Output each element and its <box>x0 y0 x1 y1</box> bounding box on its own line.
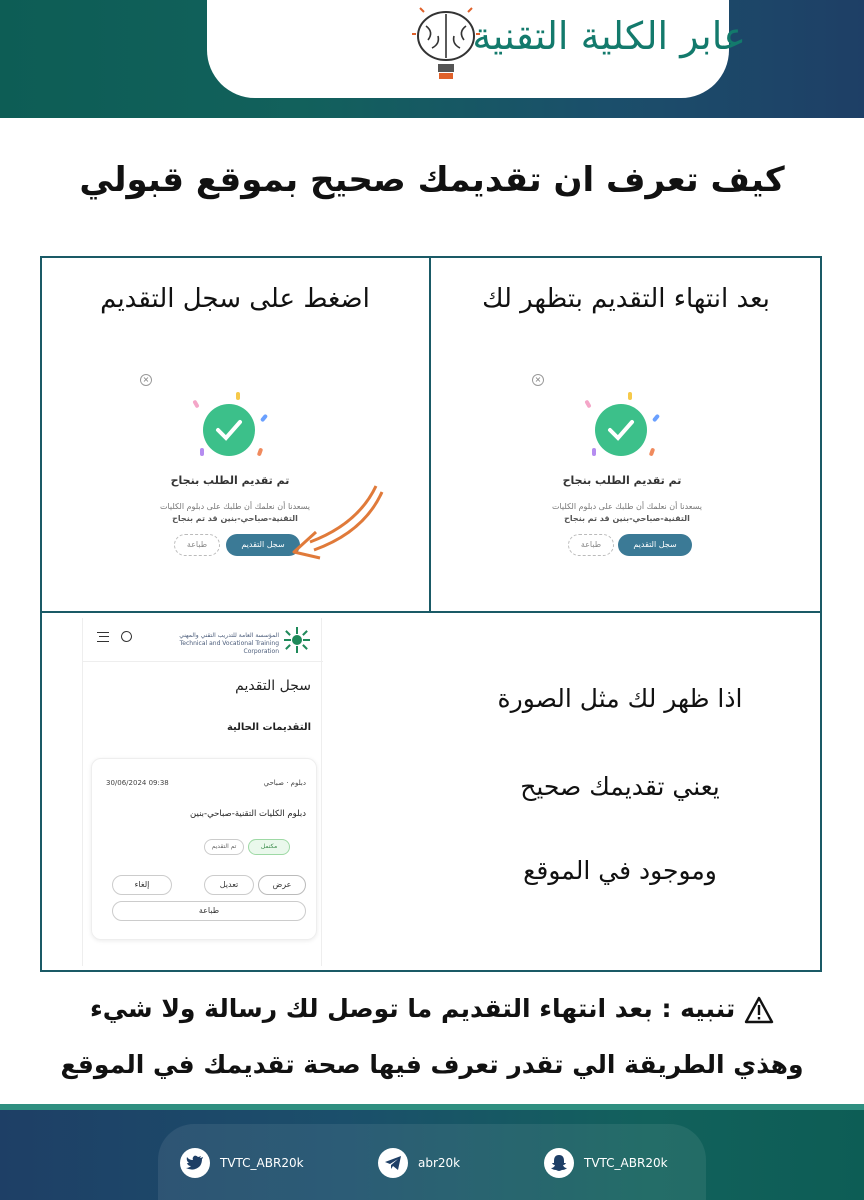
snapchat-icon <box>544 1148 574 1178</box>
success-message: تم تقديم الطلب بنجاح <box>170 474 290 487</box>
page-title: كيف تعرف ان تقديمك صحيح بموقع قبولي <box>79 160 785 200</box>
menu-icon[interactable] <box>97 632 109 642</box>
success-detail-2: التقنية-صباحي-بنين قد تم بنجاح <box>172 514 298 523</box>
tvtc-logo-icon <box>283 626 311 654</box>
close-icon[interactable]: × <box>140 374 152 386</box>
snapchat-handle: TVTC_ABR20k <box>584 1156 668 1170</box>
confetti <box>236 392 240 400</box>
print-button[interactable]: طباعة <box>112 901 306 921</box>
confetti <box>584 400 591 409</box>
confetti <box>200 448 204 456</box>
warning-line-1 <box>60 994 804 1024</box>
success-detail-2: التقنية-صباحي-بنين قد تم بنجاح <box>564 514 690 523</box>
twitter-link[interactable] <box>180 1148 304 1178</box>
confetti <box>260 414 268 423</box>
view-button[interactable]: عرض <box>258 875 306 895</box>
snapchat-link[interactable] <box>544 1148 668 1178</box>
register-log-button[interactable]: سجل التقديم <box>226 534 300 556</box>
confetti <box>649 448 655 457</box>
twitter-handle: TVTC_ABR20k <box>220 1156 304 1170</box>
check-icon <box>607 418 635 442</box>
confetti <box>192 400 199 409</box>
brain-bulb-icon <box>412 6 480 92</box>
program-name: دبلوم الكليات التقنية-صباحي-بنين <box>190 809 306 819</box>
section-heading: التقديمات الحالية <box>226 722 311 733</box>
globe-icon[interactable] <box>121 631 132 642</box>
app-topbar <box>83 618 323 662</box>
status-badge-complete: مكتمل <box>248 839 290 855</box>
telegram-link[interactable] <box>378 1148 460 1178</box>
arrow-icon <box>258 476 390 566</box>
register-log-button[interactable]: سجل التقديم <box>618 534 692 556</box>
cell-title-press-register: اضغط على سجل التقديم <box>100 284 370 314</box>
print-button[interactable]: طباعة <box>174 534 220 556</box>
success-detail-1: يسعدنا أن نعلمك أن طلبك على دبلوم الكليات <box>159 502 311 511</box>
success-dialog-right <box>532 374 832 574</box>
success-detail-1: يسعدنا أن نعلمك أن طلبك على دبلوم الكليات <box>551 502 703 511</box>
print-button[interactable]: طباعة <box>568 534 614 556</box>
page-heading: سجل التقديم <box>235 678 311 694</box>
telegram-icon <box>378 1148 408 1178</box>
warning-text-1: تنبيه : بعد انتهاء التقديم ما توصل لك رسالة ولا شيء <box>89 994 736 1023</box>
note-line-3: وموجود في الموقع <box>523 856 717 885</box>
close-icon[interactable]: × <box>532 374 544 386</box>
warning-icon <box>744 996 774 1024</box>
twitter-icon <box>180 1148 210 1178</box>
check-icon <box>215 418 243 442</box>
grid-divider-horizontal <box>40 611 822 613</box>
cancel-button[interactable]: إلغاء <box>112 875 172 895</box>
status-badge-submitted: تم التقديم <box>204 839 244 855</box>
header-title: عابر الكلية التقنية <box>472 14 746 58</box>
application-date: 30/06/2024 09:38 <box>106 779 169 787</box>
success-check <box>203 404 255 456</box>
confetti <box>652 414 660 423</box>
application-log-screen <box>82 618 322 966</box>
success-message: تم تقديم الطلب بنجاح <box>562 474 682 487</box>
confetti <box>628 392 632 400</box>
application-card <box>91 758 317 940</box>
telegram-handle: abr20k <box>418 1156 461 1170</box>
program-meta: دبلوم · صباحي <box>263 779 306 787</box>
note-line-1: اذا ظهر لك مثل الصورة <box>497 684 743 713</box>
warning-line-2: وهذي الطريقة الي تقدر تعرف فيها صحة تقديمك في الموقع <box>60 1050 804 1079</box>
confetti <box>257 448 263 457</box>
cell-title-after-submit: بعد انتهاء التقديم بتظهر لك <box>482 284 770 314</box>
confetti <box>592 448 596 456</box>
edit-button[interactable]: تعديل <box>204 875 254 895</box>
success-check <box>595 404 647 456</box>
note-line-2: يعني تقديمك صحيح <box>520 772 720 801</box>
org-name: المؤسسة العامة للتدريب التقني والمهني Technical and Vocational Training Corporation <box>179 632 279 655</box>
